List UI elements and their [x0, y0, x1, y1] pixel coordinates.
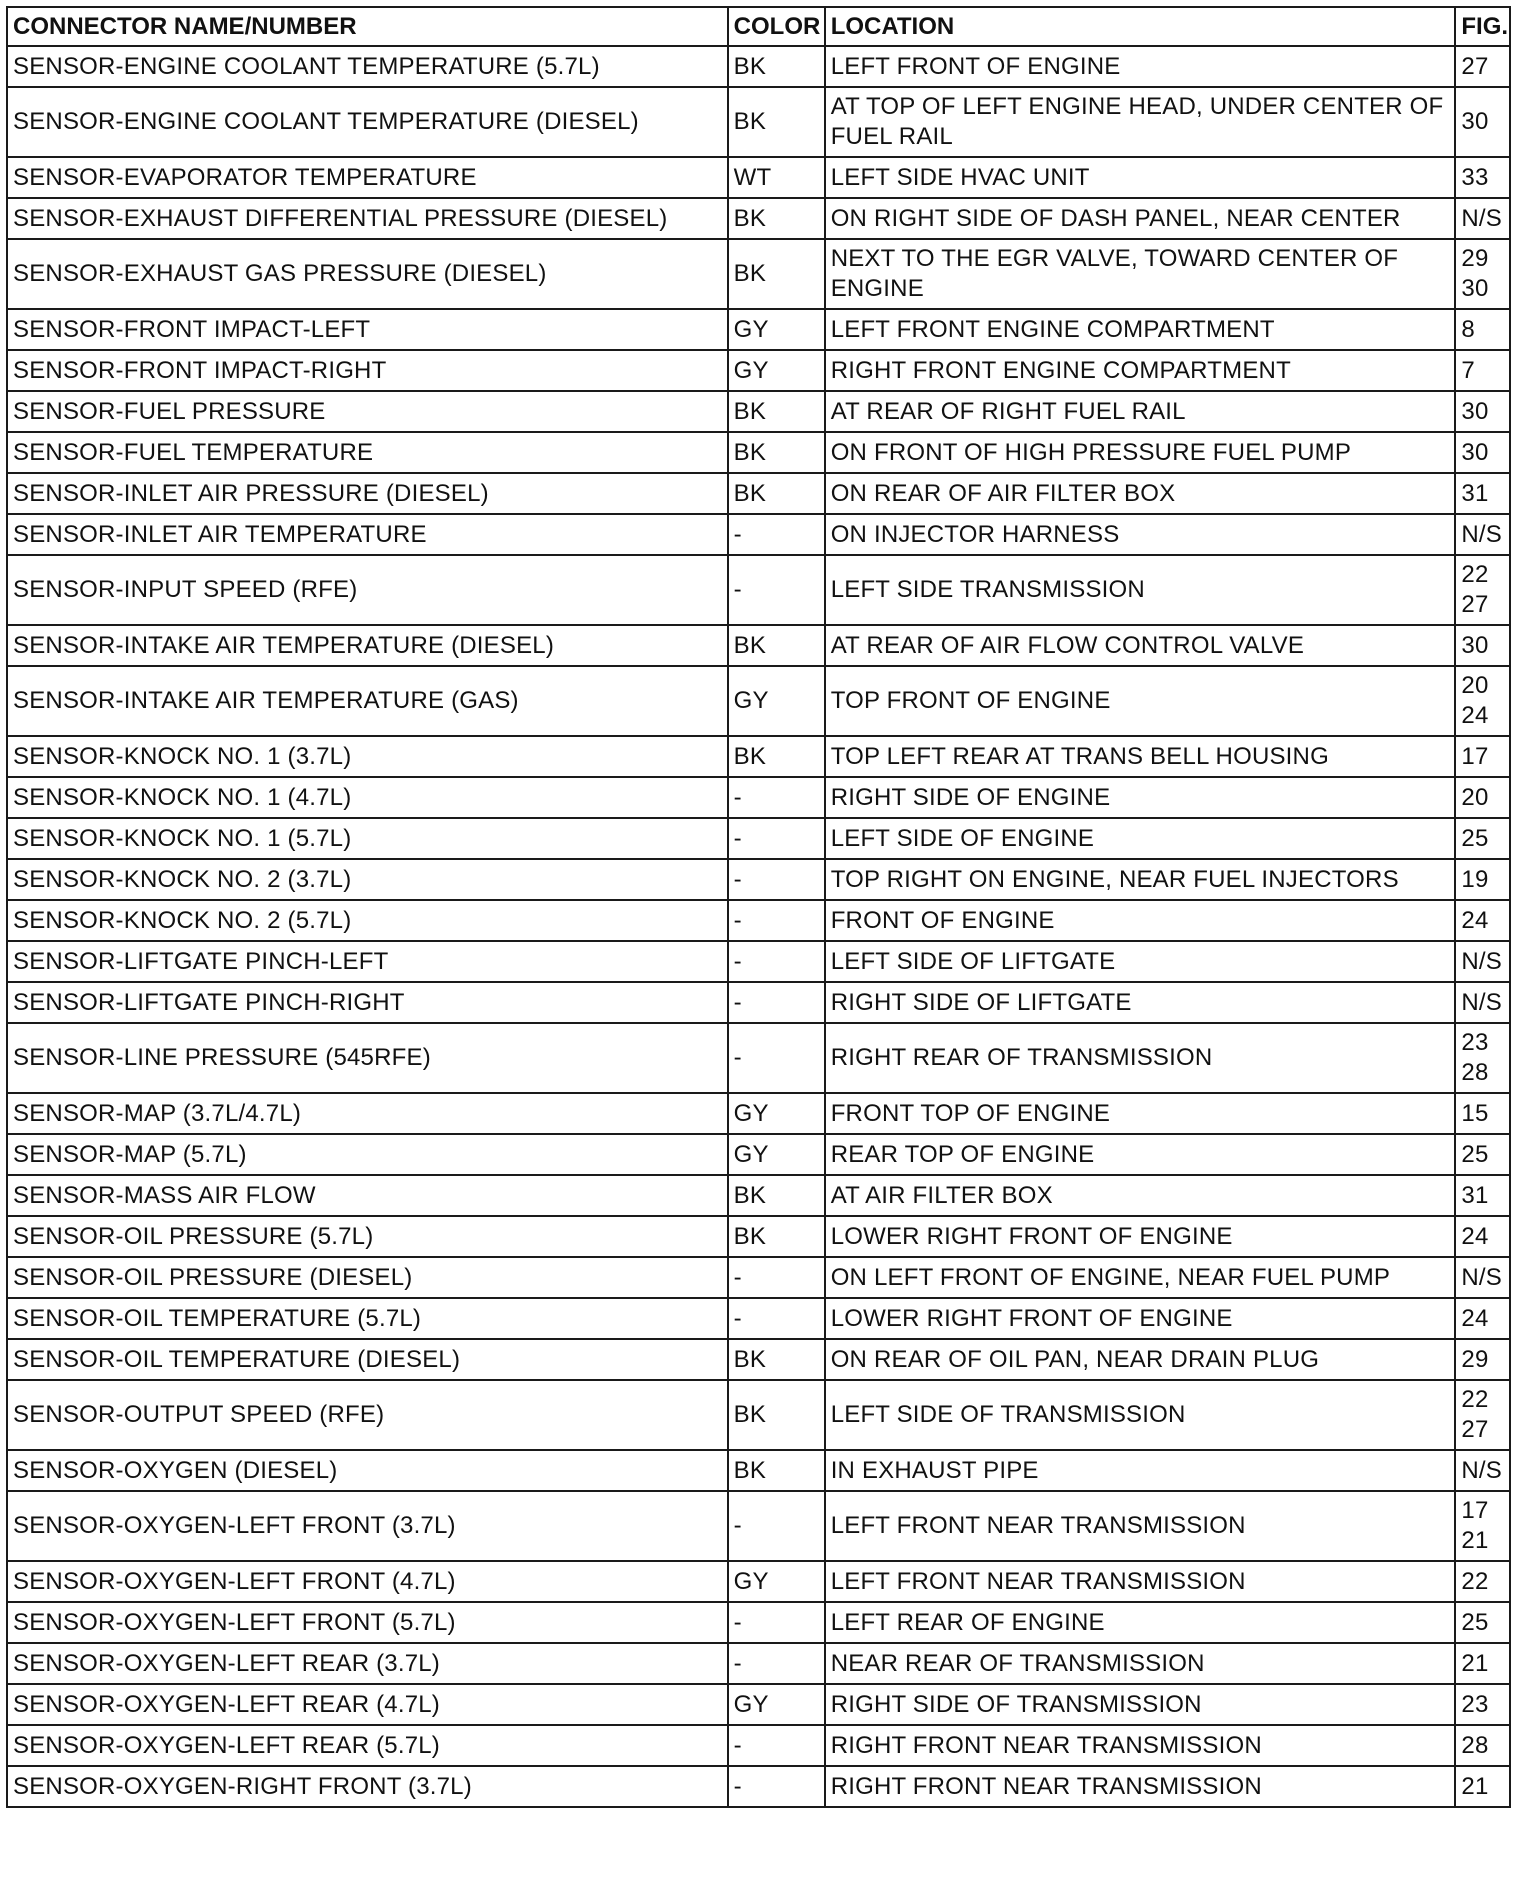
location-cell: LEFT SIDE OF TRANSMISSION	[825, 1380, 1456, 1450]
location-cell: NEAR REAR OF TRANSMISSION	[825, 1643, 1456, 1684]
color-cell: BK	[728, 87, 825, 157]
fig-number: N/S	[1461, 988, 1502, 1016]
fig-number: 25	[1461, 1608, 1489, 1636]
header-fig: FIG.	[1455, 7, 1510, 46]
fig-number: 28	[1461, 1059, 1489, 1086]
fig-number: 17	[1461, 742, 1489, 770]
connector-name-cell: SENSOR-OXYGEN (DIESEL)	[7, 1450, 728, 1491]
table-row	[7, 1561, 1510, 1602]
location-cell: LEFT SIDE OF ENGINE	[825, 818, 1456, 859]
connector-name-cell: SENSOR-OIL TEMPERATURE (5.7L)	[7, 1298, 728, 1339]
table-row	[7, 1491, 1510, 1561]
fig-cell	[1455, 350, 1510, 391]
fig-cell	[1455, 859, 1510, 900]
fig-cell	[1455, 941, 1510, 982]
fig-number: 24	[1461, 906, 1489, 934]
location-cell: FRONT TOP OF ENGINE	[825, 1093, 1456, 1134]
fig-cell	[1455, 239, 1510, 309]
connector-name-cell: SENSOR-KNOCK NO. 1 (5.7L)	[7, 818, 728, 859]
fig-cell	[1455, 87, 1510, 157]
color-cell: -	[728, 818, 825, 859]
fig-cell	[1455, 514, 1510, 555]
fig-cell	[1455, 1175, 1510, 1216]
table-row	[7, 1766, 1510, 1807]
table-row	[7, 1298, 1510, 1339]
fig-number: 29	[1461, 1345, 1489, 1373]
fig-cell	[1455, 1491, 1510, 1561]
color-cell: -	[728, 777, 825, 818]
location-cell: LEFT SIDE TRANSMISSION	[825, 555, 1456, 625]
fig-cell	[1455, 1339, 1510, 1380]
table-row	[7, 625, 1510, 666]
connector-name-cell: SENSOR-EXHAUST DIFFERENTIAL PRESSURE (DIESEL)	[7, 198, 728, 239]
connector-name-cell: SENSOR-KNOCK NO. 1 (4.7L)	[7, 777, 728, 818]
fig-number: 27	[1461, 1416, 1489, 1443]
table-row	[7, 1023, 1510, 1093]
fig-number: 22	[1461, 561, 1489, 588]
fig-cell	[1455, 1602, 1510, 1643]
color-cell: BK	[728, 46, 825, 87]
fig-cell	[1455, 666, 1510, 736]
table-row	[7, 777, 1510, 818]
fig-number: 31	[1461, 479, 1489, 507]
color-cell: BK	[728, 736, 825, 777]
table-row	[7, 555, 1510, 625]
table-row	[7, 982, 1510, 1023]
connector-name-cell: SENSOR-INTAKE AIR TEMPERATURE (DIESEL)	[7, 625, 728, 666]
connector-name-cell: SENSOR-OXYGEN-LEFT FRONT (4.7L)	[7, 1561, 728, 1602]
connector-name-cell: SENSOR-EVAPORATOR TEMPERATURE	[7, 157, 728, 198]
color-cell: BK	[728, 1339, 825, 1380]
header-location: LOCATION	[825, 7, 1456, 46]
connector-name-cell: SENSOR-OXYGEN-RIGHT FRONT (3.7L)	[7, 1766, 728, 1807]
color-cell: BK	[728, 1450, 825, 1491]
fig-cell	[1455, 1093, 1510, 1134]
fig-number: 24	[1461, 702, 1489, 729]
fig-cell	[1455, 777, 1510, 818]
color-cell: -	[728, 1643, 825, 1684]
fig-number: 21	[1461, 1649, 1489, 1677]
fig-number: 30	[1461, 108, 1489, 135]
connector-name-cell: SENSOR-ENGINE COOLANT TEMPERATURE (5.7L)	[7, 46, 728, 87]
connector-name-cell: SENSOR-FUEL TEMPERATURE	[7, 432, 728, 473]
table-row	[7, 900, 1510, 941]
connector-name-cell: SENSOR-FUEL PRESSURE	[7, 391, 728, 432]
table-row	[7, 1093, 1510, 1134]
location-cell: LOWER RIGHT FRONT OF ENGINE	[825, 1216, 1456, 1257]
header-color: COLOR	[728, 7, 825, 46]
color-cell: GY	[728, 1134, 825, 1175]
color-cell: BK	[728, 239, 825, 309]
fig-number: 7	[1461, 356, 1475, 384]
connector-name-cell: SENSOR-KNOCK NO. 2 (5.7L)	[7, 900, 728, 941]
location-cell: ON RIGHT SIDE OF DASH PANEL, NEAR CENTER	[825, 198, 1456, 239]
color-cell: -	[728, 1491, 825, 1561]
fig-number: 22	[1461, 1386, 1489, 1413]
location-cell: ON REAR OF AIR FILTER BOX	[825, 473, 1456, 514]
color-cell: BK	[728, 1216, 825, 1257]
location-cell: AT REAR OF AIR FLOW CONTROL VALVE	[825, 625, 1456, 666]
fig-number: 20	[1461, 783, 1489, 811]
fig-cell	[1455, 1023, 1510, 1093]
location-cell: RIGHT FRONT NEAR TRANSMISSION	[825, 1725, 1456, 1766]
table-row	[7, 350, 1510, 391]
fig-cell	[1455, 46, 1510, 87]
fig-number: 20	[1461, 672, 1489, 699]
color-cell: -	[728, 1257, 825, 1298]
fig-cell	[1455, 432, 1510, 473]
fig-number: 24	[1461, 1304, 1489, 1332]
location-cell: LEFT FRONT ENGINE COMPARTMENT	[825, 309, 1456, 350]
fig-cell	[1455, 1643, 1510, 1684]
connector-name-cell: SENSOR-OIL PRESSURE (DIESEL)	[7, 1257, 728, 1298]
location-cell: LEFT FRONT NEAR TRANSMISSION	[825, 1491, 1456, 1561]
fig-cell	[1455, 473, 1510, 514]
connector-name-cell: SENSOR-OIL PRESSURE (5.7L)	[7, 1216, 728, 1257]
connector-name-cell: SENSOR-INLET AIR PRESSURE (DIESEL)	[7, 473, 728, 514]
fig-cell	[1455, 1561, 1510, 1602]
fig-cell	[1455, 1766, 1510, 1807]
fig-number: 17	[1461, 1497, 1489, 1524]
color-cell: -	[728, 941, 825, 982]
connector-name-cell: SENSOR-OXYGEN-LEFT FRONT (5.7L)	[7, 1602, 728, 1643]
fig-cell	[1455, 157, 1510, 198]
connector-name-cell: SENSOR-KNOCK NO. 1 (3.7L)	[7, 736, 728, 777]
table-row	[7, 1602, 1510, 1643]
color-cell: -	[728, 982, 825, 1023]
fig-number: N/S	[1461, 204, 1502, 232]
fig-number: 25	[1461, 1140, 1489, 1168]
table-row	[7, 859, 1510, 900]
color-cell: WT	[728, 157, 825, 198]
connector-name-cell: SENSOR-OXYGEN-LEFT REAR (3.7L)	[7, 1643, 728, 1684]
location-cell: TOP LEFT REAR AT TRANS BELL HOUSING	[825, 736, 1456, 777]
fig-number: 29	[1461, 245, 1489, 272]
color-cell: -	[728, 1023, 825, 1093]
fig-number: 33	[1461, 163, 1489, 191]
location-cell: LOWER RIGHT FRONT OF ENGINE	[825, 1298, 1456, 1339]
fig-cell	[1455, 1216, 1510, 1257]
fig-cell	[1455, 1684, 1510, 1725]
fig-cell	[1455, 1298, 1510, 1339]
table-row	[7, 239, 1510, 309]
connector-name-cell: SENSOR-FRONT IMPACT-LEFT	[7, 309, 728, 350]
connector-name-cell: SENSOR-INTAKE AIR TEMPERATURE (GAS)	[7, 666, 728, 736]
table-row	[7, 1257, 1510, 1298]
location-cell: RIGHT SIDE OF ENGINE	[825, 777, 1456, 818]
fig-cell	[1455, 736, 1510, 777]
connector-name-cell: SENSOR-MASS AIR FLOW	[7, 1175, 728, 1216]
table-row	[7, 1339, 1510, 1380]
table-row	[7, 1725, 1510, 1766]
location-cell: RIGHT FRONT NEAR TRANSMISSION	[825, 1766, 1456, 1807]
connector-name-cell: SENSOR-INLET AIR TEMPERATURE	[7, 514, 728, 555]
color-cell: GY	[728, 1093, 825, 1134]
fig-cell	[1455, 1380, 1510, 1450]
location-cell: LEFT FRONT OF ENGINE	[825, 46, 1456, 87]
fig-cell	[1455, 198, 1510, 239]
location-cell: ON LEFT FRONT OF ENGINE, NEAR FUEL PUMP	[825, 1257, 1456, 1298]
fig-number: 15	[1461, 1099, 1489, 1127]
connector-name-cell: SENSOR-LIFTGATE PINCH-LEFT	[7, 941, 728, 982]
location-cell: IN EXHAUST PIPE	[825, 1450, 1456, 1491]
table-row	[7, 514, 1510, 555]
connector-table	[6, 6, 1511, 1808]
location-cell: RIGHT FRONT ENGINE COMPARTMENT	[825, 350, 1456, 391]
table-row	[7, 157, 1510, 198]
location-cell: RIGHT SIDE OF LIFTGATE	[825, 982, 1456, 1023]
header-row	[7, 7, 1510, 46]
table-row	[7, 1380, 1510, 1450]
connector-name-cell: SENSOR-LIFTGATE PINCH-RIGHT	[7, 982, 728, 1023]
location-cell: AT REAR OF RIGHT FUEL RAIL	[825, 391, 1456, 432]
fig-number: 25	[1461, 824, 1489, 852]
fig-number: 24	[1461, 1222, 1489, 1250]
table-row	[7, 818, 1510, 859]
connector-name-cell: SENSOR-OXYGEN-LEFT REAR (5.7L)	[7, 1725, 728, 1766]
color-cell: BK	[728, 473, 825, 514]
color-cell: BK	[728, 432, 825, 473]
connector-name-cell: SENSOR-OIL TEMPERATURE (DIESEL)	[7, 1339, 728, 1380]
connector-name-cell: SENSOR-OXYGEN-LEFT FRONT (3.7L)	[7, 1491, 728, 1561]
table-row	[7, 1134, 1510, 1175]
table-row	[7, 432, 1510, 473]
color-cell: -	[728, 555, 825, 625]
table-row	[7, 1216, 1510, 1257]
fig-number: 21	[1461, 1527, 1489, 1554]
color-cell: -	[728, 1298, 825, 1339]
fig-cell	[1455, 1257, 1510, 1298]
location-cell: FRONT OF ENGINE	[825, 900, 1456, 941]
connector-name-cell: SENSOR-MAP (3.7L/4.7L)	[7, 1093, 728, 1134]
table-row	[7, 46, 1510, 87]
fig-number: N/S	[1461, 1263, 1502, 1291]
color-cell: GY	[728, 1684, 825, 1725]
location-cell: RIGHT REAR OF TRANSMISSION	[825, 1023, 1456, 1093]
location-cell: LEFT FRONT NEAR TRANSMISSION	[825, 1561, 1456, 1602]
location-cell: ON INJECTOR HARNESS	[825, 514, 1456, 555]
color-cell: GY	[728, 666, 825, 736]
location-cell: LEFT SIDE HVAC UNIT	[825, 157, 1456, 198]
table-row	[7, 736, 1510, 777]
header-connector-name: CONNECTOR NAME/NUMBER	[7, 7, 728, 46]
color-cell: GY	[728, 309, 825, 350]
table-row	[7, 391, 1510, 432]
location-cell: ON FRONT OF HIGH PRESSURE FUEL PUMP	[825, 432, 1456, 473]
color-cell: GY	[728, 1561, 825, 1602]
fig-number: 19	[1461, 865, 1489, 893]
table-row	[7, 1684, 1510, 1725]
fig-number: 8	[1461, 315, 1475, 343]
fig-cell	[1455, 900, 1510, 941]
table-row	[7, 1175, 1510, 1216]
fig-number: 23	[1461, 1029, 1489, 1056]
table-row	[7, 473, 1510, 514]
connector-name-cell: SENSOR-LINE PRESSURE (545RFE)	[7, 1023, 728, 1093]
location-cell: AT TOP OF LEFT ENGINE HEAD, UNDER CENTER OF FUEL RAIL	[825, 87, 1456, 157]
table-row	[7, 666, 1510, 736]
connector-name-cell: SENSOR-ENGINE COOLANT TEMPERATURE (DIESEL)	[7, 87, 728, 157]
location-cell: TOP FRONT OF ENGINE	[825, 666, 1456, 736]
connector-name-cell: SENSOR-KNOCK NO. 2 (3.7L)	[7, 859, 728, 900]
fig-cell	[1455, 391, 1510, 432]
connector-name-cell: SENSOR-INPUT SPEED (RFE)	[7, 555, 728, 625]
fig-cell	[1455, 1134, 1510, 1175]
fig-cell	[1455, 982, 1510, 1023]
color-cell: BK	[728, 198, 825, 239]
fig-number: N/S	[1461, 520, 1502, 548]
fig-number: 30	[1461, 275, 1489, 302]
fig-number: 31	[1461, 1181, 1489, 1209]
color-cell: BK	[728, 391, 825, 432]
fig-number: 23	[1461, 1690, 1489, 1718]
fig-number: 30	[1461, 438, 1489, 466]
fig-cell	[1455, 309, 1510, 350]
fig-number: 27	[1461, 591, 1489, 618]
location-cell: TOP RIGHT ON ENGINE, NEAR FUEL INJECTORS	[825, 859, 1456, 900]
location-cell: LEFT SIDE OF LIFTGATE	[825, 941, 1456, 982]
table-row	[7, 1450, 1510, 1491]
color-cell: -	[728, 514, 825, 555]
fig-number: 21	[1461, 1772, 1489, 1800]
color-cell: BK	[728, 1175, 825, 1216]
fig-number: N/S	[1461, 1456, 1502, 1484]
color-cell: GY	[728, 350, 825, 391]
color-cell: -	[728, 1766, 825, 1807]
location-cell: ON REAR OF OIL PAN, NEAR DRAIN PLUG	[825, 1339, 1456, 1380]
fig-cell	[1455, 625, 1510, 666]
fig-cell	[1455, 1450, 1510, 1491]
fig-number: 28	[1461, 1731, 1489, 1759]
connector-name-cell: SENSOR-OXYGEN-LEFT REAR (4.7L)	[7, 1684, 728, 1725]
fig-number: 30	[1461, 631, 1489, 659]
table-row	[7, 1643, 1510, 1684]
color-cell: -	[728, 1725, 825, 1766]
location-cell: RIGHT SIDE OF TRANSMISSION	[825, 1684, 1456, 1725]
location-cell: AT AIR FILTER BOX	[825, 1175, 1456, 1216]
table-body	[7, 46, 1510, 1807]
table-row	[7, 198, 1510, 239]
fig-number: N/S	[1461, 947, 1502, 975]
connector-name-cell: SENSOR-OUTPUT SPEED (RFE)	[7, 1380, 728, 1450]
table-row	[7, 941, 1510, 982]
table-row	[7, 87, 1510, 157]
fig-cell	[1455, 555, 1510, 625]
connector-name-cell: SENSOR-EXHAUST GAS PRESSURE (DIESEL)	[7, 239, 728, 309]
table-row	[7, 309, 1510, 350]
fig-number: 30	[1461, 397, 1489, 425]
location-cell: LEFT REAR OF ENGINE	[825, 1602, 1456, 1643]
fig-cell	[1455, 818, 1510, 859]
fig-number: 27	[1461, 52, 1489, 80]
fig-cell	[1455, 1725, 1510, 1766]
location-cell: REAR TOP OF ENGINE	[825, 1134, 1456, 1175]
color-cell: BK	[728, 625, 825, 666]
color-cell: -	[728, 859, 825, 900]
connector-name-cell: SENSOR-FRONT IMPACT-RIGHT	[7, 350, 728, 391]
color-cell: BK	[728, 1380, 825, 1450]
connector-name-cell: SENSOR-MAP (5.7L)	[7, 1134, 728, 1175]
color-cell: -	[728, 900, 825, 941]
fig-number: 22	[1461, 1567, 1489, 1595]
location-cell: NEXT TO THE EGR VALVE, TOWARD CENTER OF ENGINE	[825, 239, 1456, 309]
color-cell: -	[728, 1602, 825, 1643]
